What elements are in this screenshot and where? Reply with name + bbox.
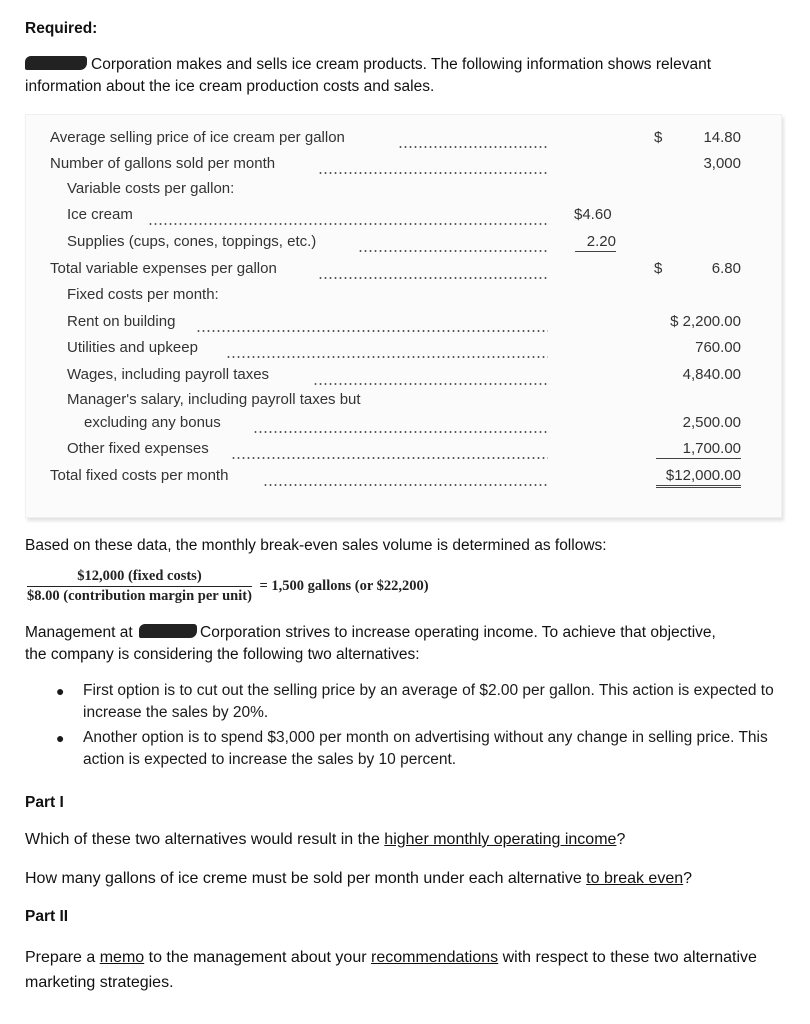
dot-leader	[263, 484, 548, 486]
dot-leader	[196, 330, 548, 332]
cost-table	[25, 114, 782, 518]
dot-leader	[318, 172, 548, 174]
table-row: Variable costs per gallon:	[67, 180, 235, 197]
breakeven-formula	[27, 568, 429, 605]
formula-result: = 1,500 gallons (or $22,200)	[259, 578, 429, 594]
management-line-1: Corporation strives to increase operating income. To achieve that objective,	[200, 624, 716, 641]
cell-value: $12,000.00	[656, 467, 741, 488]
table-row: Wages, including payroll taxes	[67, 366, 270, 383]
table-row: Utilities and upkeep	[67, 339, 198, 356]
dot-leader	[358, 250, 548, 252]
dot-leader	[253, 431, 548, 433]
dollar-sign: $	[654, 129, 663, 146]
table-row: Rent on building	[67, 313, 176, 330]
intro-paragraph	[25, 54, 795, 98]
table-row: Other fixed expenses	[67, 440, 209, 457]
cell-value: $ 2,200.00	[670, 313, 741, 330]
cell-value: 2,500.00	[682, 414, 741, 431]
cell-value: 3,000	[703, 155, 741, 172]
cell-value: 760.00	[695, 339, 741, 356]
table-row: Total variable expenses per gallon	[50, 260, 277, 277]
cell-value: 2.20	[575, 233, 616, 252]
question-1: Which of these two alternatives would result in the higher monthly operating income?	[25, 831, 626, 848]
formula-fraction	[27, 568, 252, 605]
formula-denominator: $8.00 (contribution margin per unit)	[27, 588, 252, 604]
dot-leader	[231, 457, 548, 459]
part-2-heading: Part II	[25, 908, 69, 925]
cell-value: 4,840.00	[682, 366, 741, 383]
table-row: Supplies (cups, cones, toppings, etc.)	[67, 233, 317, 250]
dot-leader	[313, 383, 548, 385]
cell-value: 1,700.00	[656, 440, 741, 459]
intro-line-1: Corporation makes and sells ice cream products. The following information shows relevant	[91, 56, 712, 73]
bullet-icon: ●	[56, 730, 65, 746]
management-line-2: the company is considering the following two alternatives:	[25, 646, 420, 663]
underlined-phrase: recommendations	[370, 949, 499, 966]
table-row: Total fixed costs per month	[50, 467, 229, 484]
cell-value: 6.80	[711, 260, 741, 277]
table-row: Number of gallons sold per month	[50, 155, 276, 172]
question-2: How many gallons of ice creme must be sold per month under each alternative to break even?	[25, 870, 693, 887]
breakeven-intro: Based on these data, the monthly break-even sales volume is determined as follows:	[25, 537, 607, 554]
cell-value: 14.80	[703, 129, 741, 146]
redacted-name	[139, 624, 197, 638]
formula-numerator: $12,000 (fixed costs)	[27, 568, 252, 587]
table-row: Ice cream	[67, 206, 133, 223]
required-heading: Required:	[25, 20, 98, 37]
list-item: ● Another option is to spend $3,000 per month on advertising without any change in selling price. This action is expected to increase the sales by 10 percent.	[56, 729, 768, 768]
underlined-phrase: to break even	[586, 870, 684, 887]
dot-leader	[398, 146, 548, 148]
management-paragraph	[25, 622, 795, 666]
dot-leader	[226, 356, 548, 358]
intro-line-2: information about the ice cream production costs and sales.	[25, 78, 435, 95]
cell-value: $4.60	[574, 206, 612, 223]
table-row: Average selling price of ice cream per gallon	[50, 129, 345, 146]
table-row: excluding any bonus	[84, 414, 221, 431]
table-row: Manager's salary, including payroll taxes but	[67, 391, 361, 408]
part-2-prompt: Prepare a memo to the management about your recommendations with respect to these two alternative marketing strategies.	[25, 949, 757, 991]
underlined-phrase: memo	[99, 949, 145, 966]
dot-leader	[318, 277, 548, 279]
alternatives-list	[56, 680, 786, 774]
dot-leader	[148, 223, 548, 225]
list-item: ● First option is to cut out the selling price by an average of $2.00 per gallon. This action is expected to increase the sales by 20%.	[56, 682, 774, 721]
underlined-phrase: higher monthly operating income	[384, 831, 617, 848]
table-row: Fixed costs per month:	[67, 286, 219, 303]
redacted-name	[25, 56, 87, 70]
bullet-icon: ●	[56, 683, 65, 699]
management-prefix: Management at	[25, 624, 133, 641]
part-1-heading: Part I	[25, 794, 64, 811]
dollar-sign: $	[654, 260, 663, 277]
